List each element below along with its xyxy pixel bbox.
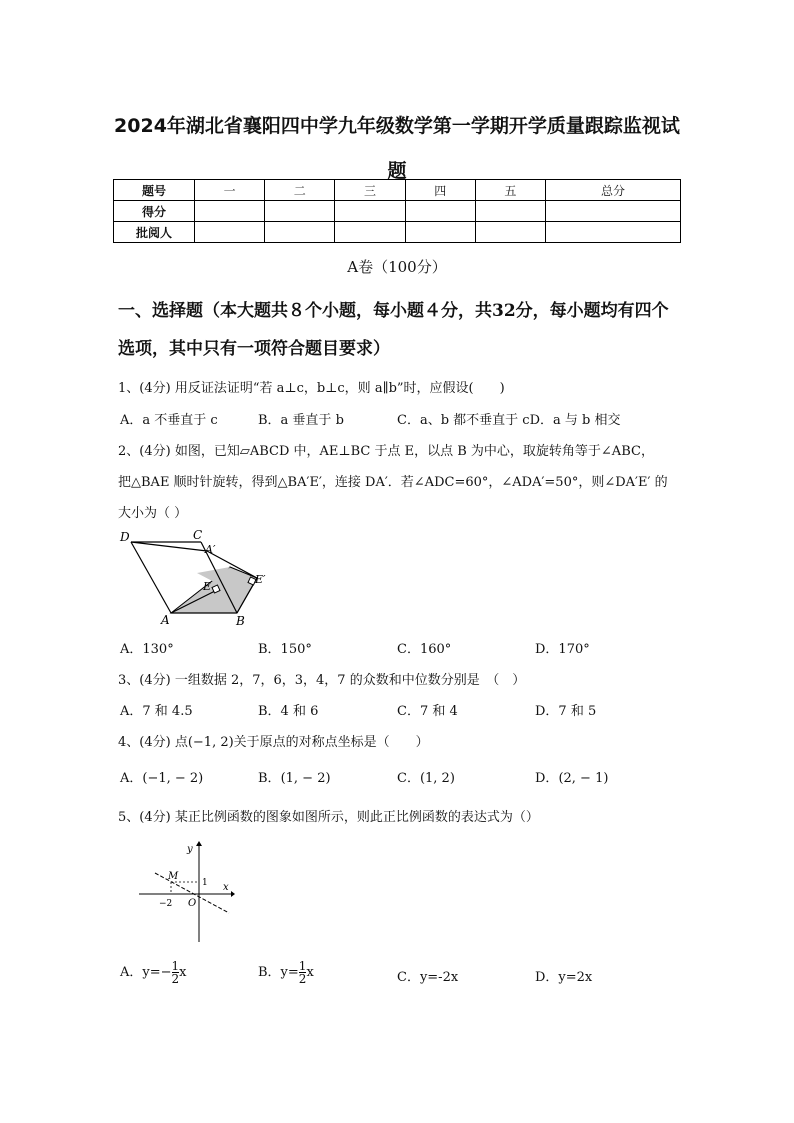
q1-option-cd: C．a、b 都不垂直于 cD．a 与 b 相交	[397, 413, 621, 428]
q2-line-3: 大小为（ ）	[118, 506, 188, 521]
fraction-denominator: 2	[171, 972, 180, 986]
volume-title: A卷（100分）	[347, 258, 447, 276]
x-axis-arrow	[231, 891, 235, 897]
q5-option-b-pre: B．y=	[258, 965, 299, 980]
q4-option-d-value: (2, − 1)	[558, 771, 609, 786]
q5-option-d: D．y=2x	[535, 970, 593, 985]
score-header-cell: 一	[195, 180, 265, 201]
q4-option-d	[535, 767, 608, 786]
q5-option-b	[258, 960, 314, 985]
label-c: C	[193, 528, 203, 542]
q5-option-c: C．y=-2x	[397, 970, 459, 985]
q5-option-a-post: x	[179, 965, 187, 980]
label-b: B	[236, 614, 245, 628]
q5-coordinate-figure	[135, 838, 235, 946]
fraction-numerator: 1	[298, 959, 307, 973]
q3-option-c: C．7 和 4	[397, 704, 458, 719]
score-row-label: 得分	[114, 201, 195, 222]
q2-parallelogram-figure	[115, 528, 275, 628]
section-1-title: 一、选择题（本大题共８个小题，每小题４分，共32分，每小题均有四个选项，其中只有一项符合题目要求）	[118, 301, 669, 359]
label-x: x	[223, 882, 229, 893]
label-a-prime: A′	[205, 543, 216, 556]
score-cell	[195, 201, 265, 222]
q5-option-a-pre: A．y=−	[120, 965, 172, 980]
score-table-row	[114, 222, 681, 243]
q3-option-d: D．7 和 5	[535, 704, 597, 719]
q2-option-a: A．130°	[120, 642, 174, 657]
title-line-1: 2024年湖北省襄阳四中学九年级数学第一学期开学质量跟踪监视试	[114, 115, 680, 137]
label-d: D	[120, 530, 130, 544]
q4-option-a	[120, 767, 203, 786]
q4-option-a-value: (−1, − 2)	[142, 771, 204, 786]
label-e-prime: E′	[255, 573, 266, 586]
q1-option-a: A．a 不垂直于 c	[120, 413, 218, 428]
score-cell	[546, 201, 681, 222]
score-table	[113, 179, 681, 243]
score-cell	[405, 222, 475, 243]
q4-point: (−1, 2)	[187, 735, 234, 750]
label-y: y	[187, 844, 193, 855]
q2-option-d: D．170°	[535, 642, 590, 657]
score-cell	[546, 222, 681, 243]
q5-option-b-post: x	[306, 965, 314, 980]
score-header-cell: 二	[265, 180, 335, 201]
score-cell	[335, 201, 405, 222]
q4-option-b-label: B．	[258, 771, 281, 786]
q2-option-b: B．150°	[258, 642, 312, 657]
q5-option-a	[120, 960, 187, 985]
q2-option-c: C．160°	[397, 642, 452, 657]
score-cell	[475, 222, 545, 243]
q3-stem: 3、(4分) 一组数据 2，7，6，3，4，7 的众数和中位数分别是 （ ）	[118, 673, 526, 688]
q4-option-b	[258, 767, 331, 786]
side-da	[131, 542, 171, 613]
q3-option-b: B．4 和 6	[258, 704, 319, 719]
score-row-label: 批阅人	[114, 222, 195, 243]
score-header-cell: 总分	[546, 180, 681, 201]
score-header-cell: 题号	[114, 180, 195, 201]
score-cell	[335, 222, 405, 243]
label-e: E	[203, 580, 212, 593]
score-cell	[405, 201, 475, 222]
q3-option-a: A．7 和 4.5	[120, 704, 193, 719]
score-table-row	[114, 201, 681, 222]
q4-stem-pre: 4、(4分) 点	[118, 735, 188, 750]
fraction-denominator: 2	[298, 972, 307, 986]
q1-option-b: B．a 垂直于 b	[258, 413, 344, 428]
score-cell	[265, 222, 335, 243]
score-cell	[475, 201, 545, 222]
score-cell	[195, 222, 265, 243]
q4-option-c	[397, 767, 455, 786]
q4-option-d-label: D．	[535, 771, 559, 786]
score-header-cell: 三	[335, 180, 405, 201]
q4-option-c-value: (1, 2)	[419, 771, 455, 786]
label-m: M	[168, 871, 179, 882]
q4-option-c-label: C．	[397, 771, 420, 786]
score-cell	[265, 201, 335, 222]
label-one: 1	[202, 878, 208, 888]
label-origin: O	[188, 898, 197, 909]
q4-option-a-label: A．	[120, 771, 143, 786]
segment-da1	[131, 542, 207, 551]
q2-line-1: 2、(4分) 如图，已知▱ABCD 中，AE⊥BC 于点 E，以点 B 为中心，取旋转角等于∠ABC，	[118, 444, 654, 459]
q2-line-2: 把△BAE 顺时针旋转，得到△BA′E′，连接 DA′．若∠ADC=60°，∠ADA′=50°，则∠DA′E′ 的	[118, 475, 668, 490]
score-header-cell: 四	[405, 180, 475, 201]
q4-stem-post: 关于原点的对称点坐标是（ ）	[233, 735, 429, 750]
q4-stem	[118, 731, 429, 750]
q1-stem: 1、(4分) 用反证法证明“若 a⊥c，b⊥c，则 a∥b”时，应假设( )	[118, 381, 505, 396]
label-a: A	[161, 613, 170, 627]
q5-stem: 5、(4分) 某正比例函数的图象如图所示，则此正比例函数的表达式为（）	[118, 810, 539, 825]
y-axis-arrow	[196, 841, 202, 846]
score-header-cell: 五	[475, 180, 545, 201]
label-neg-two: −2	[159, 899, 173, 909]
fraction-numerator: 1	[171, 959, 180, 973]
score-table-header-row	[114, 180, 681, 201]
title-line-2: 题	[387, 160, 407, 182]
q4-option-b-value: (1, − 2)	[280, 771, 331, 786]
